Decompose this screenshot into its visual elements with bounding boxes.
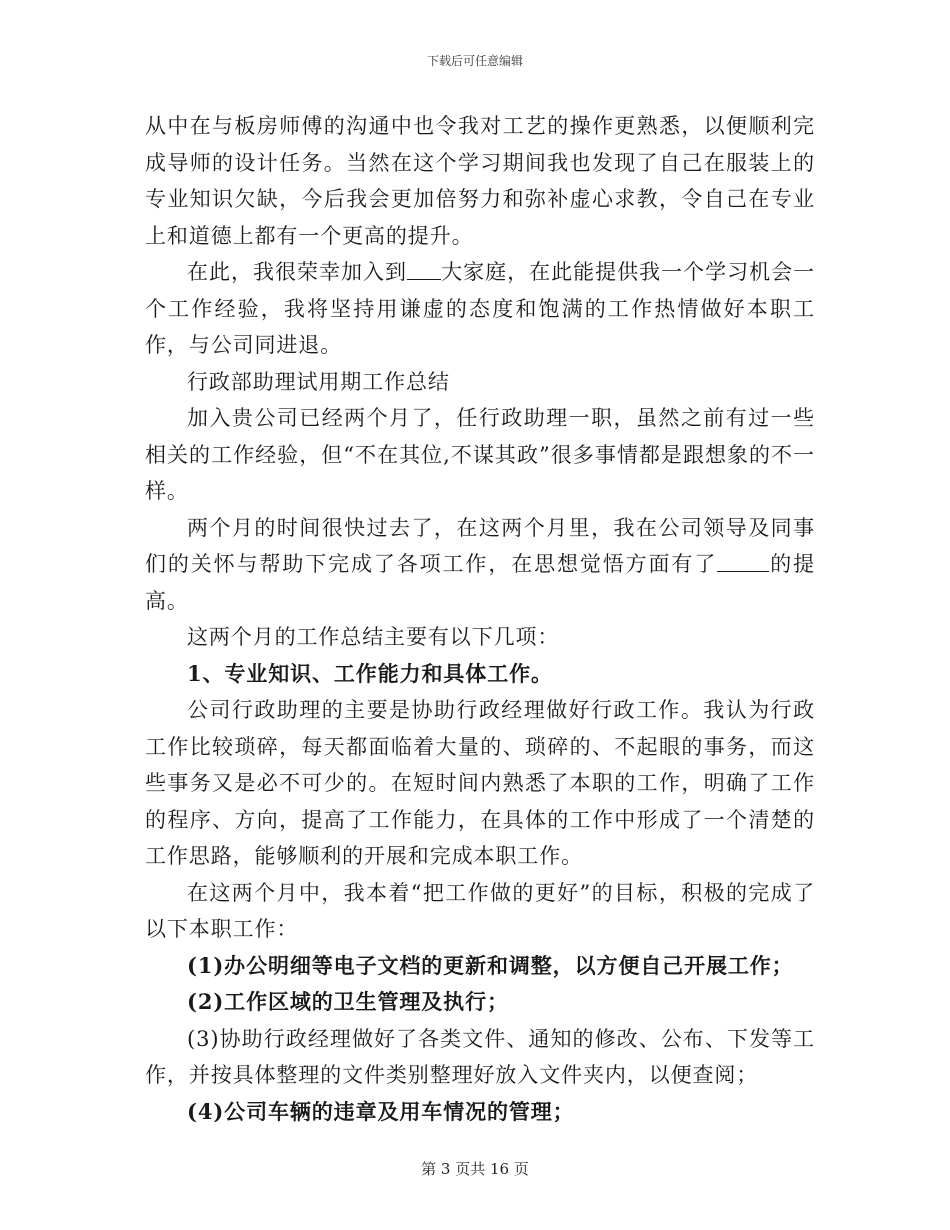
paragraph-8: 公司行政助理的主要是协助行政经理做好行政工作。我认为行政工作比较琐碎，每天都面临着大量的、琐碎的、不起眼的事务，而这些事务又是必不可少的。在短时间内熟悉了本职的工作，明确了工作的程序、方向，提高了工作能力，在具体的工作中形成了一个清楚的工作思路，能够顺利的开展和完成本职工作。 <box>145 698 815 868</box>
paragraph-2-before: 在此，我很荣幸加入到 <box>187 260 407 284</box>
document-body <box>145 108 815 1130</box>
fill-in-blank <box>407 258 441 280</box>
subheading-1: 1、专业知识、工作能力和具体工作。 <box>187 660 553 686</box>
list-item-1: (1)办公明细等电子文档的更新和调整，以方便自己开展工作； <box>187 952 794 978</box>
list-item-4: (4)公司车辆的违章及用车情况的管理； <box>187 1098 575 1124</box>
page-header: 下载后可任意编辑 <box>426 54 523 68</box>
list-item-3: (3)协助行政经理做好了各类文件、通知的修改、公布、下发等工作，并按具体整理的文件类别整理好放入文件夹内，以便查阅； <box>145 1026 815 1087</box>
paragraph-2-after: 大家庭，在此能提供我一个学习机会一个工作经验，我将坚持用谦虚的态度和饱满的工作热情做好本职工作，与公司同进退。 <box>145 260 815 357</box>
paragraph-9: 在这两个月中，我本着“把工作做的更好”的目标，积极的完成了以下本职工作： <box>145 880 815 941</box>
list-item-2: (2)工作区域的卫生管理及执行； <box>187 989 509 1014</box>
paragraph-5-before: 两个月的时间很快过去了，在这两个月里，我在公司领导及同事们的关怀与帮助下完成了各项工作，在思想觉悟方面有了 <box>145 515 815 576</box>
paragraph-5-after: 的提高。 <box>145 552 815 613</box>
paragraph-2 <box>145 254 815 364</box>
paragraph-4: 加入贵公司已经两个月了，任行政助理一职，虽然之前有过一些相关的工作经验，但“不在其位,不谋其政”很多事情都是跟想象的不一样。 <box>145 406 815 503</box>
paragraph-1: 从中在与板房师傅的沟通中也令我对工艺的操作更熟悉，以便顺利完成导师的设计任务。当然在这个学习期间我也发现了自己在服装上的专业知识欠缺，今后我会更加倍努力和弥补虚心求教，令自己在专业上和道德上都有一个更高的提升。 <box>145 114 815 248</box>
page-footer: 第 3 页共 16 页 <box>421 1160 529 1178</box>
fill-in-blank <box>717 550 769 572</box>
paragraph-5 <box>145 510 815 620</box>
paragraph-6: 这两个月的工作总结主要有以下几项： <box>187 625 560 649</box>
section-title: 行政部助理试用期工作总结 <box>187 369 450 394</box>
